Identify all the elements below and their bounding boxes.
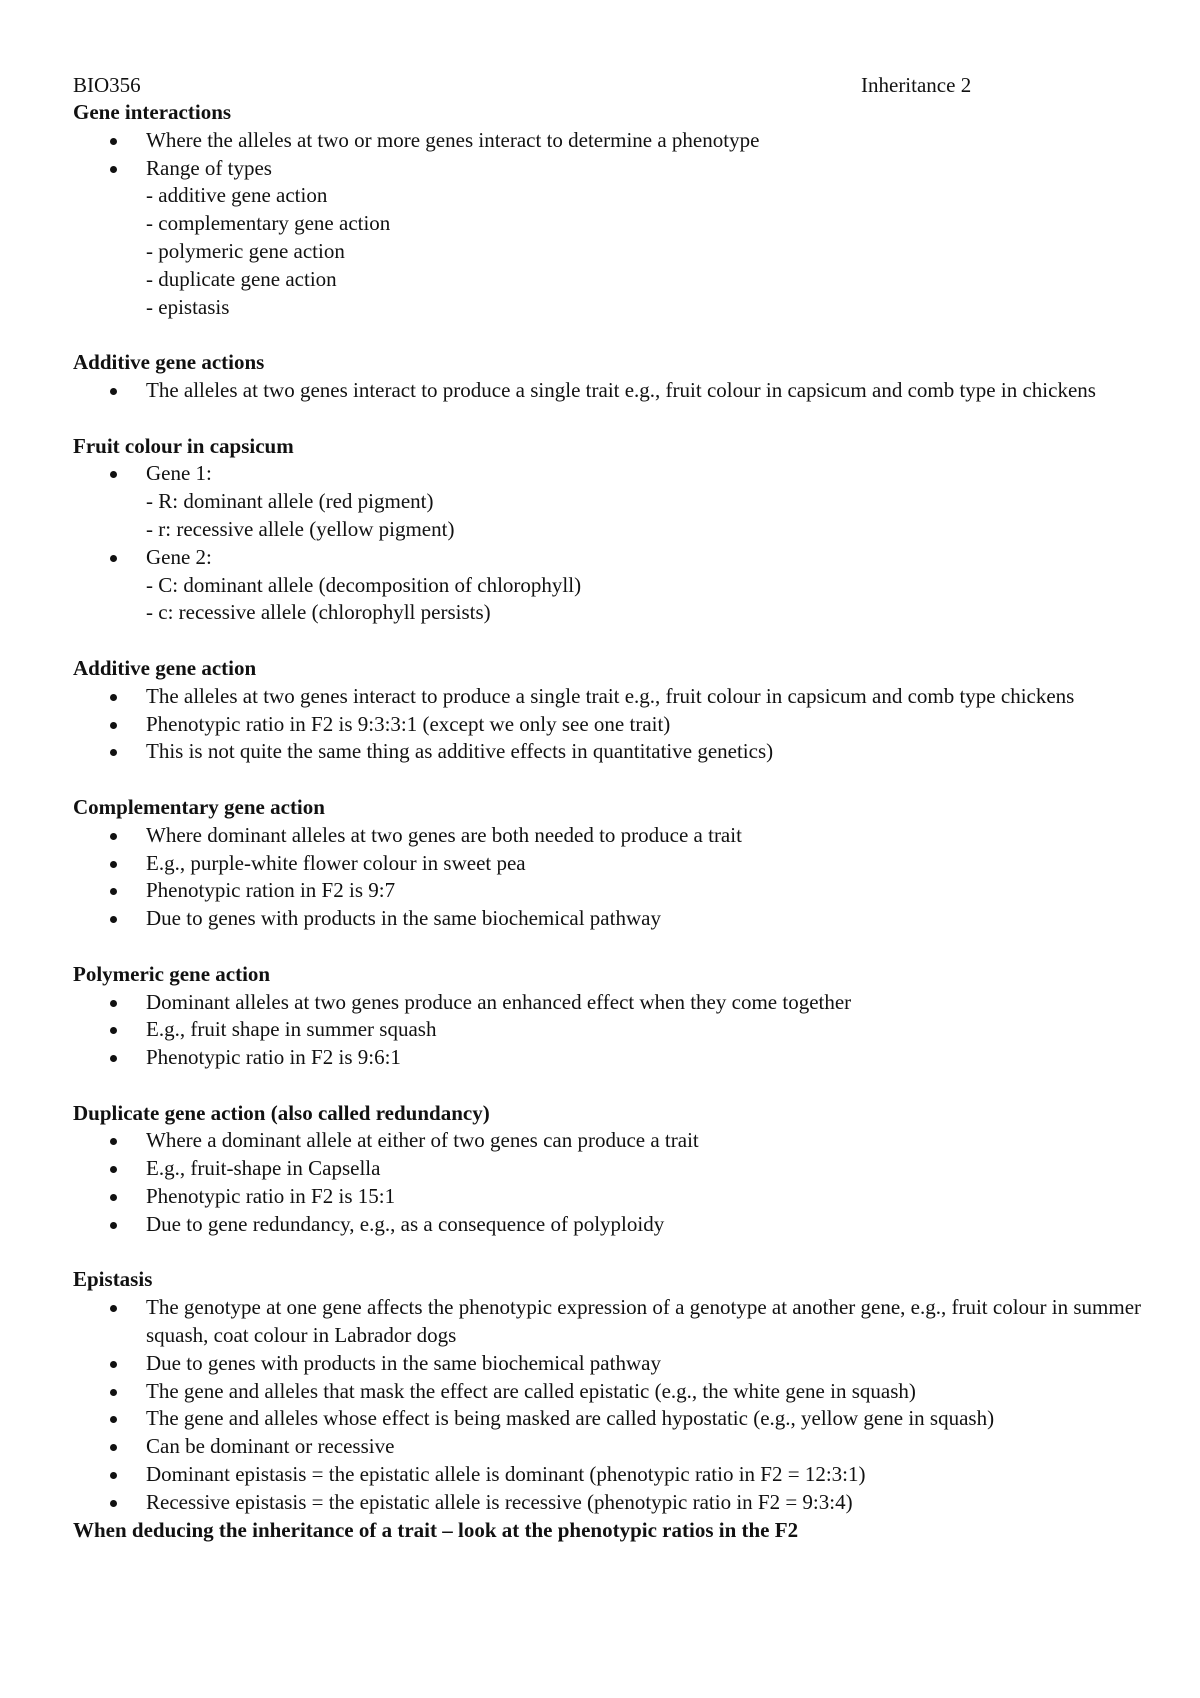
bullet-dot-icon — [110, 388, 117, 395]
bullet-dot-icon — [110, 1361, 117, 1368]
bullet-text: Due to genes with products in the same biochemical pathway — [146, 1350, 661, 1375]
course-code: BIO356 — [73, 73, 141, 97]
section-heading: Complementary gene action — [73, 794, 325, 819]
bullet-text: Due to gene redundancy, e.g., as a consequence of polyploidy — [146, 1211, 665, 1236]
bullet-text: Phenotypic ration in F2 is 9:7 — [146, 878, 396, 903]
bullet-item — [73, 1461, 1143, 1489]
sub-item: - duplicate gene action — [146, 266, 337, 291]
bullet-item — [73, 155, 1143, 322]
bullet-list — [73, 1294, 1143, 1516]
bullet-dot-icon — [110, 471, 117, 478]
bullet-text: This is not quite the same thing as additive effects in quantitative genetics) — [146, 739, 774, 764]
section-spacer — [73, 405, 1143, 433]
bullet-item — [73, 989, 1143, 1017]
bullet-text: Dominant alleles at two genes produce an enhanced effect when they come together — [146, 989, 852, 1014]
section-heading: Duplicate gene action (also called redundancy) — [73, 1100, 490, 1125]
bullet-dot-icon — [110, 555, 117, 562]
bullet-dot-icon — [110, 166, 117, 173]
bullet-item — [73, 1044, 1143, 1072]
section-spacer — [73, 766, 1143, 794]
bullet-text: The genotype at one gene affects the phenotypic expression of a genotype at another gene, e.g., fruit colour in summer squash, coat colour in Labrador dogs — [146, 1295, 1142, 1348]
bullet-item — [73, 1155, 1143, 1183]
notes-section — [73, 349, 1143, 432]
bullet-item — [73, 460, 1143, 543]
bullet-text: Due to genes with products in the same biochemical pathway — [146, 906, 661, 931]
bullet-text: The gene and alleles that mask the effect are called epistatic (e.g., the white gene in squash) — [146, 1378, 916, 1403]
bullet-item — [73, 905, 1143, 933]
notes-section — [73, 794, 1143, 961]
bullet-text: Where a dominant allele at either of two genes can produce a trait — [146, 1128, 699, 1153]
bullet-text: Gene 2: — [146, 544, 212, 569]
notes-section — [73, 433, 1143, 655]
page-header — [73, 71, 1143, 99]
bullet-text: The gene and alleles whose effect is being masked are called hypostatic (e.g., yellow gene in squash) — [146, 1406, 995, 1431]
bullet-text: Range of types — [146, 155, 272, 180]
bullet-item — [73, 1433, 1143, 1461]
bullet-dot-icon — [110, 888, 117, 895]
bullet-item — [73, 1294, 1143, 1350]
section-spacer — [73, 1072, 1143, 1100]
bullet-text: Phenotypic ratio in F2 is 15:1 — [146, 1184, 396, 1209]
section-heading: Polymeric gene action — [73, 961, 271, 986]
section-heading: Gene interactions — [73, 100, 232, 124]
sub-item: - additive gene action — [146, 183, 328, 208]
bullet-item — [73, 544, 1143, 627]
section-spacer — [73, 627, 1143, 655]
bullet-item — [73, 822, 1143, 850]
bullet-dot-icon — [110, 1194, 117, 1201]
notes-section — [73, 1100, 1143, 1267]
bullet-dot-icon — [110, 694, 117, 701]
notes-section — [73, 99, 1143, 349]
section-heading: Epistasis — [73, 1267, 153, 1292]
bullet-item — [73, 1405, 1143, 1433]
sub-item: - c: recessive allele (chlorophyll persists) — [146, 600, 491, 625]
bullet-dot-icon — [110, 1305, 117, 1312]
section-spacer — [73, 321, 1143, 349]
bullet-item — [73, 1489, 1143, 1517]
bullet-dot-icon — [110, 1166, 117, 1173]
bullet-list — [73, 377, 1143, 405]
bullet-item — [73, 1350, 1143, 1378]
bullet-dot-icon — [110, 1000, 117, 1007]
bullet-dot-icon — [110, 1138, 117, 1145]
bullet-text: Where the alleles at two or more genes interact to determine a phenotype — [146, 127, 760, 152]
bullet-item — [73, 683, 1143, 711]
bullet-dot-icon — [110, 1416, 117, 1423]
bullet-text: E.g., purple-white flower colour in sweet pea — [146, 850, 526, 875]
notes-section — [73, 961, 1143, 1100]
bullet-item — [73, 850, 1143, 878]
bullet-list — [73, 822, 1143, 933]
bullet-item — [73, 1127, 1143, 1155]
bullet-text: The alleles at two genes interact to produce a single trait e.g., fruit colour in capsicum and comb type chickens — [146, 683, 1075, 708]
bullet-dot-icon — [110, 1444, 117, 1451]
bullet-dot-icon — [110, 916, 117, 923]
bullet-text: Where dominant alleles at two genes are both needed to produce a trait — [146, 822, 742, 847]
sub-item: - epistasis — [146, 294, 230, 319]
bullet-dot-icon — [110, 1055, 117, 1062]
bullet-dot-icon — [110, 1027, 117, 1034]
sub-item: - C: dominant allele (decomposition of chlorophyll) — [146, 572, 582, 597]
bullet-text: Recessive epistasis = the epistatic allele is recessive (phenotypic ratio in F2 = 9:3:4) — [146, 1489, 853, 1514]
sub-item: - r: recessive allele (yellow pigment) — [146, 516, 455, 541]
bullet-dot-icon — [110, 1472, 117, 1479]
sub-item: - complementary gene action — [146, 211, 391, 236]
bullet-dot-icon — [110, 749, 117, 756]
bullet-text: Phenotypic ratio in F2 is 9:3:3:1 (except we only see one trait) — [146, 711, 671, 736]
section-spacer — [73, 933, 1143, 961]
bullet-item — [73, 127, 1143, 155]
bullet-dot-icon — [110, 138, 117, 145]
notes-section — [73, 1266, 1143, 1516]
bullet-text: E.g., fruit shape in summer squash — [146, 1017, 437, 1042]
bullet-item — [73, 377, 1143, 405]
bullet-list — [73, 989, 1143, 1072]
section-spacer — [73, 1239, 1143, 1267]
notes-section — [73, 655, 1143, 794]
bullet-dot-icon — [110, 1500, 117, 1507]
notes-sections — [73, 99, 1143, 1517]
bullet-dot-icon — [110, 1222, 117, 1229]
bullet-text: Phenotypic ratio in F2 is 9:6:1 — [146, 1045, 401, 1070]
bullet-list — [73, 683, 1143, 766]
bullet-item — [73, 1016, 1143, 1044]
bullet-dot-icon — [110, 722, 117, 729]
bullet-text: Dominant epistasis = the epistatic allele is dominant (phenotypic ratio in F2 = 12:3:1) — [146, 1462, 866, 1487]
bullet-item — [73, 1183, 1143, 1211]
bullet-text: Can be dominant or recessive — [146, 1434, 395, 1459]
bullet-dot-icon — [110, 1389, 117, 1396]
bullet-list — [73, 460, 1143, 627]
bullet-item — [73, 738, 1143, 766]
bullet-item — [73, 877, 1143, 905]
bullet-text: Gene 1: — [146, 461, 212, 486]
bullet-text: E.g., fruit-shape in Capsella — [146, 1156, 381, 1181]
sub-item: - polymeric gene action — [146, 238, 345, 263]
bullet-dot-icon — [110, 861, 117, 868]
bullet-list — [73, 1127, 1143, 1238]
section-heading: Additive gene actions — [73, 350, 265, 375]
section-heading: Fruit colour in capsicum — [73, 433, 294, 458]
conclusion-line: When deducing the inheritance of a trait – look at the phenotypic ratios in the F2 — [73, 1517, 799, 1542]
bullet-list — [73, 127, 1143, 322]
bullet-item — [73, 1378, 1143, 1406]
document-body — [73, 71, 1143, 1544]
bullet-item — [73, 711, 1143, 739]
bullet-item — [73, 1211, 1143, 1239]
bullet-text: The alleles at two genes interact to produce a single trait e.g., fruit colour in capsicum and comb type in chickens — [146, 377, 1096, 402]
section-heading: Additive gene action — [73, 655, 257, 680]
bullet-dot-icon — [110, 833, 117, 840]
lecture-topic: Inheritance 2 — [861, 73, 972, 97]
sub-item: - R: dominant allele (red pigment) — [146, 489, 434, 514]
